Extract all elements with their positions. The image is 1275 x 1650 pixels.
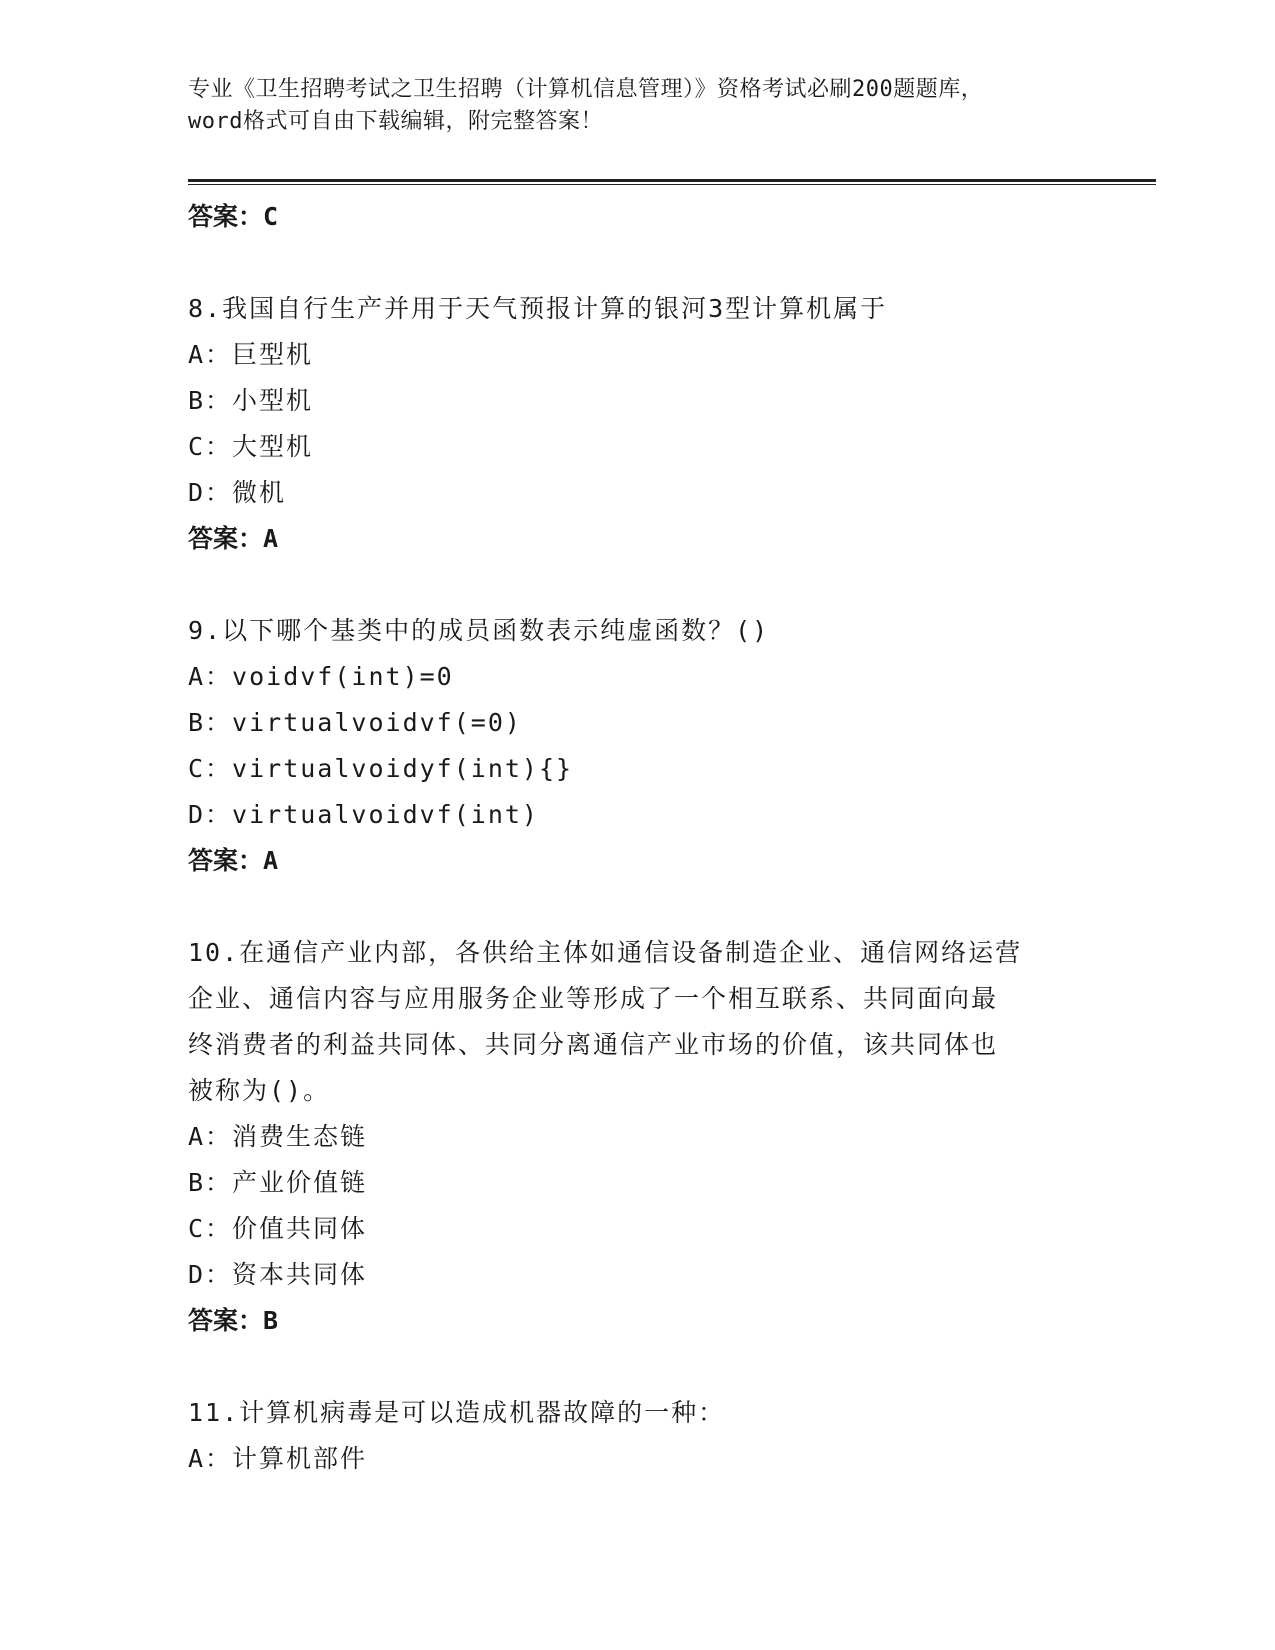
spacer bbox=[188, 1344, 1088, 1390]
header-line-1: 专业《卫生招聘考试之卫生招聘（计算机信息管理）》资格考试必刷200题题库， bbox=[188, 77, 984, 102]
header-rule-thick bbox=[188, 179, 1156, 182]
question-stem-line: 被称为()。 bbox=[188, 1076, 331, 1105]
question-stem: 8.我国自行生产并用于天气预报计算的银河3型计算机属于 bbox=[188, 294, 888, 323]
option-b: B：小型机 bbox=[188, 386, 314, 415]
spacer bbox=[188, 240, 1088, 286]
option-c: C：virtualvoidyf(int){} bbox=[188, 754, 574, 783]
question-stem: 9.以下哪个基类中的成员函数表示纯虚函数？() bbox=[188, 616, 770, 645]
question-stem-line: 终消费者的利益共同体、共同分离通信产业市场的价值，该共同体也 bbox=[188, 1030, 999, 1059]
question-list bbox=[188, 194, 1088, 1482]
spacer bbox=[188, 884, 1088, 930]
option-b: B：产业价值链 bbox=[188, 1168, 368, 1197]
option-a: A：voidvf(int)=0 bbox=[188, 662, 454, 691]
question-stem-line: 10.在通信产业内部，各供给主体如通信设备制造企业、通信网络运营 bbox=[188, 938, 1023, 967]
answer-line: 答案：A bbox=[188, 524, 279, 553]
option-d: D：virtualvoidvf(int) bbox=[188, 800, 539, 829]
document-header bbox=[188, 74, 1088, 138]
option-c: C：价值共同体 bbox=[188, 1214, 368, 1243]
option-a: A：巨型机 bbox=[188, 340, 314, 369]
answer-line: 答案：C bbox=[188, 202, 279, 231]
header-rule-thin bbox=[188, 184, 1156, 185]
spacer bbox=[188, 562, 1088, 608]
option-b: B：virtualvoidvf(=0) bbox=[188, 708, 522, 737]
option-d: D：资本共同体 bbox=[188, 1260, 368, 1289]
header-line-2: word格式可自由下载编辑，附完整答案！ bbox=[188, 109, 603, 134]
option-a: A：计算机部件 bbox=[188, 1444, 368, 1473]
question-stem-line: 企业、通信内容与应用服务企业等形成了一个相互联系、共同面向最 bbox=[188, 984, 999, 1013]
answer-line: 答案：B bbox=[188, 1306, 279, 1335]
option-c: C：大型机 bbox=[188, 432, 314, 461]
option-a: A：消费生态链 bbox=[188, 1122, 368, 1151]
answer-line: 答案：A bbox=[188, 846, 279, 875]
option-d: D：微机 bbox=[188, 478, 287, 507]
question-stem: 11.计算机病毒是可以造成机器故障的一种： bbox=[188, 1398, 726, 1427]
